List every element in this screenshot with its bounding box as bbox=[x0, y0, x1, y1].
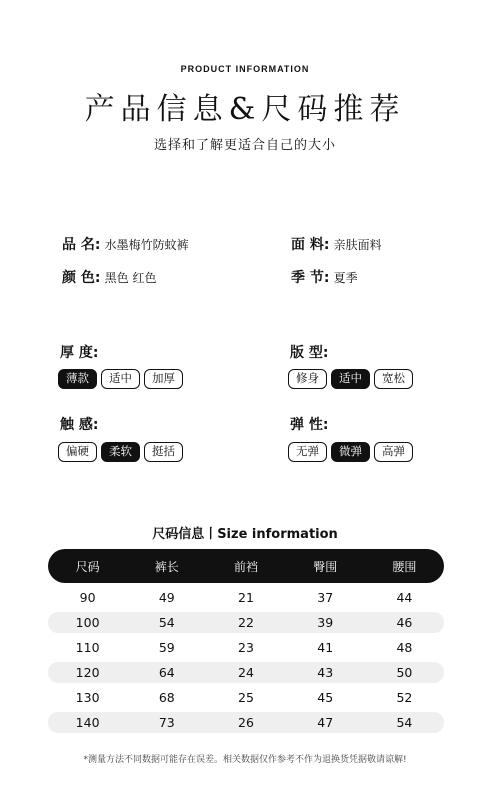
touch-option[interactable]: 柔软 bbox=[101, 442, 140, 462]
table-cell: 90 bbox=[79, 590, 96, 605]
table-cell: 110 bbox=[75, 640, 100, 655]
fit-option[interactable]: 修身 bbox=[288, 369, 327, 389]
table-cell: 21 bbox=[238, 590, 254, 605]
table-row bbox=[48, 587, 444, 608]
info-fabric bbox=[291, 234, 382, 254]
header-cell: 尺码 bbox=[75, 559, 100, 574]
table-cell: 100 bbox=[75, 615, 100, 630]
footnote: *测量方法不同数据可能存在误差。相关数据仅作参考不作为退换货凭据敬请谅解! bbox=[83, 755, 407, 765]
info-season-value: 夏季 bbox=[333, 271, 358, 285]
table-cell: 25 bbox=[238, 690, 254, 705]
size-table-title: 尺码信息丨Size information bbox=[152, 527, 338, 542]
table-cell: 140 bbox=[75, 715, 100, 730]
table-cell: 26 bbox=[238, 715, 254, 730]
fit-options bbox=[288, 369, 413, 389]
thickness-options bbox=[58, 369, 183, 389]
size-table bbox=[48, 549, 444, 733]
touch-label: 触 感: bbox=[60, 417, 99, 433]
header-cell: 裤长 bbox=[154, 559, 179, 574]
fit-option[interactable]: 适中 bbox=[331, 369, 370, 389]
page-subtitle: 选择和了解更适合自己的大小 bbox=[153, 138, 336, 153]
table-cell: 44 bbox=[396, 590, 413, 605]
table-cell: 24 bbox=[238, 665, 254, 680]
table-row bbox=[48, 637, 444, 658]
table-cell: 39 bbox=[317, 615, 334, 630]
page-title: 产品信息&尺码推荐 bbox=[84, 92, 406, 127]
table-cell: 120 bbox=[75, 665, 100, 680]
info-fabric-key: 面 料: bbox=[291, 237, 330, 253]
table-cell: 54 bbox=[396, 715, 413, 730]
elasticity-label: 弹 性: bbox=[290, 417, 329, 433]
info-name-value: 水墨梅竹防蚊裤 bbox=[104, 238, 189, 252]
header-cell: 臀围 bbox=[313, 559, 338, 574]
elasticity-options bbox=[288, 442, 413, 462]
table-row bbox=[48, 712, 444, 733]
table-cell: 45 bbox=[317, 690, 334, 705]
info-color bbox=[62, 267, 156, 287]
touch-option[interactable]: 偏硬 bbox=[58, 442, 97, 462]
table-cell: 130 bbox=[75, 690, 100, 705]
info-color-key: 颜 色: bbox=[62, 270, 101, 286]
table-cell: 73 bbox=[158, 715, 175, 730]
thickness-option[interactable]: 薄款 bbox=[58, 369, 97, 389]
table-cell: 52 bbox=[396, 690, 413, 705]
table-row bbox=[48, 687, 444, 708]
thickness-option[interactable]: 加厚 bbox=[144, 369, 183, 389]
table-cell: 49 bbox=[158, 590, 175, 605]
table-cell: 59 bbox=[158, 640, 175, 655]
header-cell: 腰围 bbox=[392, 559, 417, 574]
info-fabric-value: 亲肤面料 bbox=[333, 238, 382, 252]
thickness-option[interactable]: 适中 bbox=[101, 369, 140, 389]
touch-option[interactable]: 挺括 bbox=[144, 442, 183, 462]
table-cell: 23 bbox=[238, 640, 254, 655]
thickness-label: 厚 度: bbox=[60, 345, 99, 361]
header-cell: 前裆 bbox=[234, 559, 259, 574]
table-cell: 22 bbox=[238, 615, 254, 630]
touch-options bbox=[58, 442, 183, 462]
info-color-value: 黑色 红色 bbox=[104, 271, 157, 285]
elasticity-option[interactable]: 微弹 bbox=[331, 442, 370, 462]
info-season-key: 季 节: bbox=[291, 270, 330, 286]
table-cell: 37 bbox=[317, 590, 334, 605]
table-cell: 54 bbox=[158, 615, 175, 630]
size-table-header bbox=[48, 549, 444, 583]
table-cell: 64 bbox=[158, 665, 175, 680]
table-row bbox=[48, 612, 444, 633]
table-cell: 41 bbox=[317, 640, 334, 655]
info-name bbox=[62, 234, 189, 254]
elasticity-option[interactable]: 高弹 bbox=[374, 442, 413, 462]
elasticity-option[interactable]: 无弹 bbox=[288, 442, 327, 462]
table-cell: 43 bbox=[317, 665, 334, 680]
table-cell: 50 bbox=[396, 665, 413, 680]
info-name-key: 品 名: bbox=[62, 237, 101, 253]
info-season bbox=[291, 267, 358, 287]
table-cell: 68 bbox=[158, 690, 175, 705]
top-label: PRODUCT INFORMATION bbox=[180, 64, 310, 74]
fit-option[interactable]: 宽松 bbox=[374, 369, 413, 389]
table-cell: 46 bbox=[396, 615, 413, 630]
table-cell: 48 bbox=[396, 640, 413, 655]
table-cell: 47 bbox=[317, 715, 334, 730]
table-row bbox=[48, 662, 444, 683]
fit-label: 版 型: bbox=[290, 345, 329, 361]
